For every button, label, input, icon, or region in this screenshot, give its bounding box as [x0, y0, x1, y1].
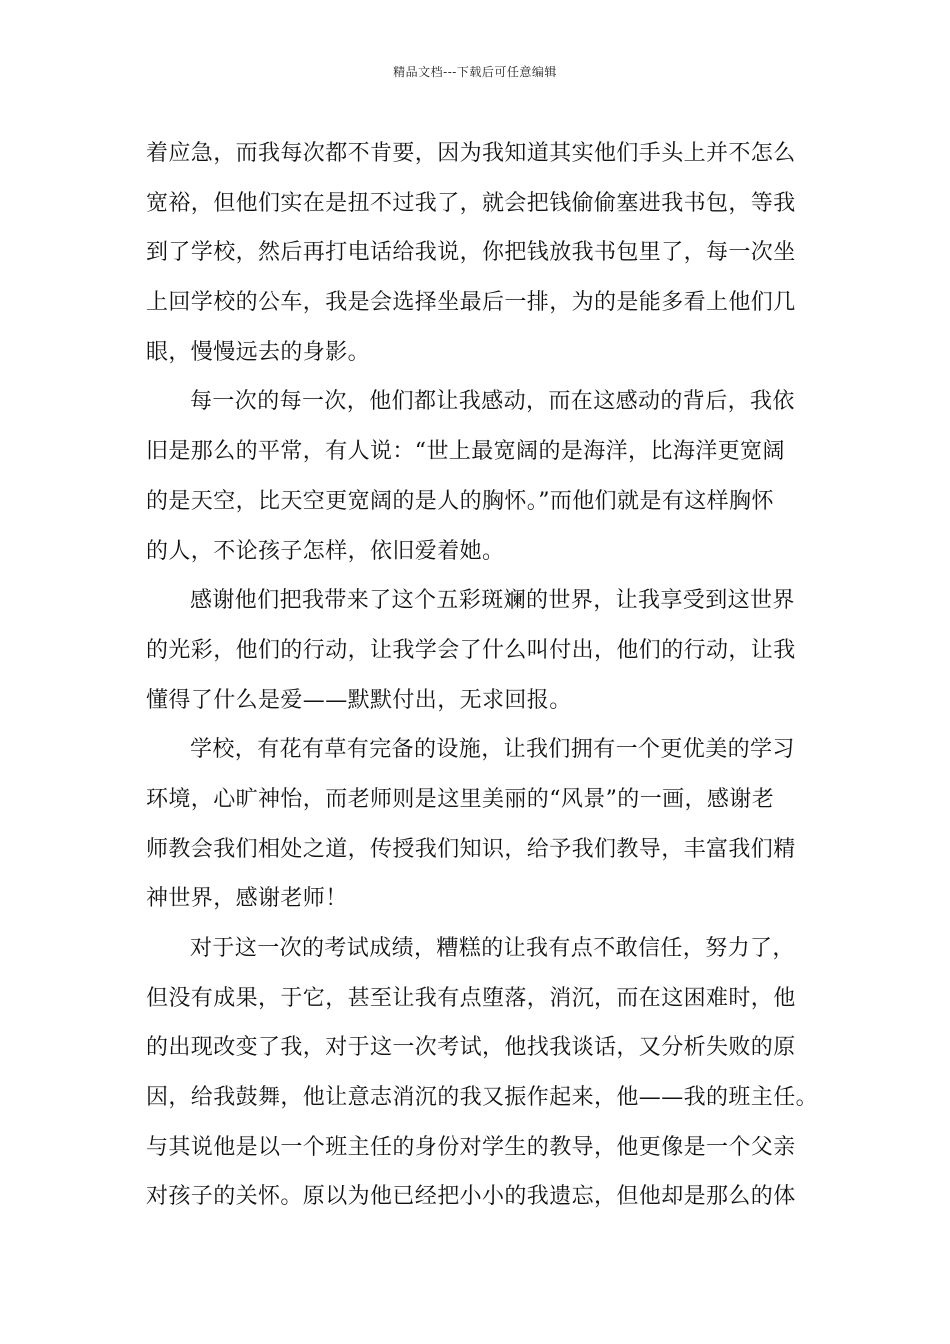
text-line: 对孩子的关怀。原以为他已经把小小的我遗忘，但他却是那么的体	[146, 1184, 796, 1210]
text-line: 但没有成果，于它，甚至让我有点堕落，消沉，而在这困难时，他	[146, 985, 796, 1011]
text-line: 懂得了什么是爱——默默付出，无求回报。	[146, 687, 572, 713]
text-line: 眼，慢慢远去的身影。	[146, 339, 371, 365]
page-header: 精品文档---下载后可任意编辑	[393, 65, 557, 79]
text-line: 学校，有花有草有完备的设施，让我们拥有一个更优美的学习	[190, 737, 795, 763]
text-line: 因，给我鼓舞，他让意志消沉的我又振作起来，他——我的班主任。	[146, 1085, 819, 1111]
text-line: 的人，不论孩子怎样，依旧爱着她。	[146, 538, 505, 564]
text-line: 的出现改变了我，对于这一次考试，他找我谈话，又分析失败的原	[146, 1035, 796, 1061]
text-line: 的光彩，他们的行动，让我学会了什么叫付出，他们的行动，让我	[146, 637, 796, 663]
document-body	[146, 129, 826, 1222]
paragraph	[146, 377, 826, 576]
paragraph	[146, 725, 826, 924]
paragraph	[146, 576, 826, 725]
text-line: 环境，心旷神怡，而老师则是这里美丽的“风景”的一画，感谢老	[146, 786, 775, 812]
text-line: 每一次的每一次，他们都让我感动，而在这感动的背后，我依	[190, 389, 795, 415]
text-line: 感谢他们把我带来了这个五彩斑斓的世界，让我享受到这世界	[190, 588, 795, 614]
text-line: 与其说他是以一个班主任的身份对学生的教导，他更像是一个父亲	[146, 1134, 796, 1160]
text-line: 师教会我们相处之道，传授我们知识，给予我们教导，丰富我们精	[146, 836, 796, 862]
paragraph	[146, 924, 826, 1222]
paragraph	[146, 129, 826, 377]
text-line: 上回学校的公车，我是会选择坐最后一排，为的是能多看上他们几	[146, 290, 796, 316]
text-line: 到了学校，然后再打电话给我说，你把钱放我书包里了，每一次坐	[146, 240, 796, 266]
text-line: 着应急，而我每次都不肯要，因为我知道其实他们手头上并不怎么	[146, 141, 796, 166]
text-line: 旧是那么的平常，有人说：“世上最宽阔的是海洋，比海洋更宽阔	[146, 439, 785, 465]
text-line: 对于这一次的考试成绩，糟糕的让我有点不敢信任，努力了，	[190, 936, 795, 961]
text-line: 宽裕，但他们实在是扭不过我了，就会把钱偷偷塞进我书包，等我	[146, 190, 796, 216]
text-line: 的是天空，比天空更宽阔的是人的胸怀。”而他们就是有这样胸怀	[146, 488, 774, 514]
text-line: 神世界，感谢老师！	[146, 886, 348, 912]
